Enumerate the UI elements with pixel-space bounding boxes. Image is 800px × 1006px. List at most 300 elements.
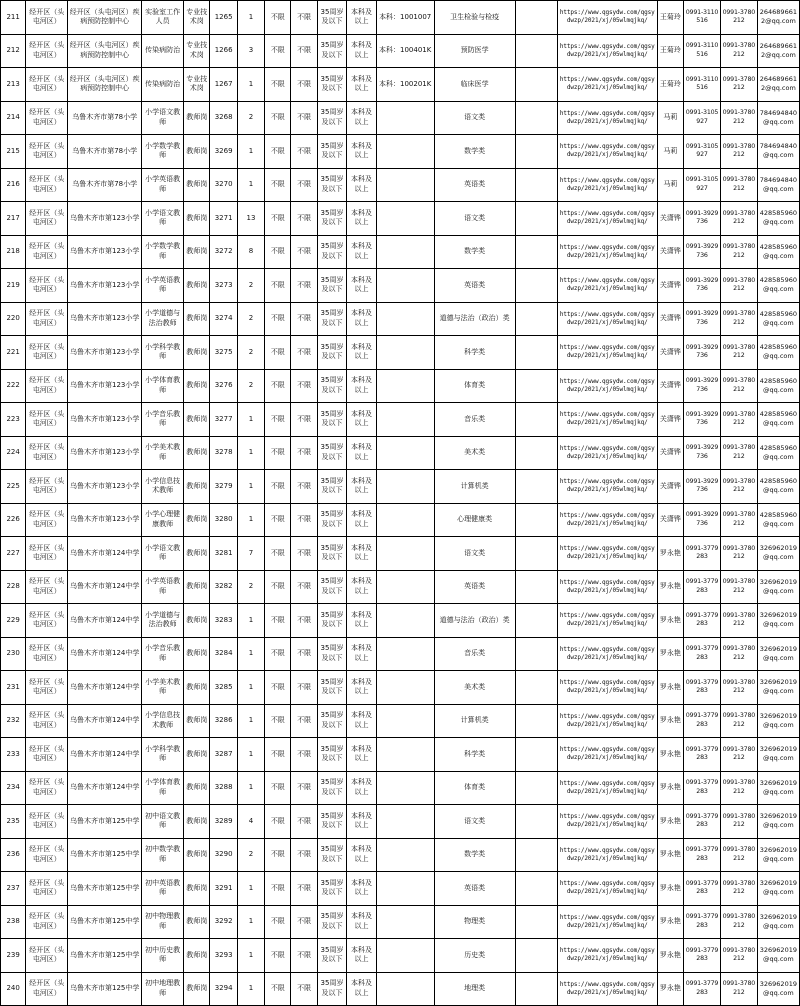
education-cell: 本科及以上 (347, 1, 376, 35)
table-row (1, 771, 800, 805)
age-cell: 35周岁及以下 (317, 503, 346, 537)
area-cell: 经开区（头屯河区） (26, 704, 68, 738)
area-cell: 经开区（头屯河区） (26, 403, 68, 437)
major-code-cell (376, 738, 434, 772)
post-code-cell: 3279 (210, 470, 237, 504)
requirement-cell: 不限 (291, 872, 317, 906)
major-cell: 计算机类 (434, 704, 515, 738)
post-type-cell: 教师岗 (184, 403, 210, 437)
row-number-cell: 234 (1, 771, 26, 805)
requirement-cell: 不限 (291, 905, 317, 939)
major-cell: 美术类 (434, 436, 515, 470)
phone-cell: 0991-3780212 (720, 68, 757, 102)
unit-cell: 乌鲁木齐市第124中学 (68, 704, 142, 738)
post-code-cell: 3280 (210, 503, 237, 537)
age-cell: 35周岁及以下 (317, 34, 346, 68)
unit-cell: 乌鲁木齐市第123小学 (68, 470, 142, 504)
phone-cell: 0991-3780212 (720, 369, 757, 403)
post-cell: 小学数学教师 (142, 235, 184, 269)
requirement-cell: 不限 (291, 972, 317, 1006)
major-code-cell (376, 436, 434, 470)
row-number-cell: 213 (1, 68, 26, 102)
education-cell: 本科及以上 (347, 872, 376, 906)
post-cell: 初中物理教师 (142, 905, 184, 939)
unit-cell: 乌鲁木齐市第123小学 (68, 202, 142, 236)
age-cell: 35周岁及以下 (317, 972, 346, 1006)
phone-cell: 0991-3779283 (684, 570, 721, 604)
headcount-cell: 3 (237, 34, 264, 68)
post-type-cell: 教师岗 (184, 671, 210, 705)
contact-cell: 罗永艳 (657, 537, 683, 571)
requirement-cell: 不限 (291, 637, 317, 671)
age-cell: 35周岁及以下 (317, 436, 346, 470)
requirement-cell: 不限 (291, 34, 317, 68)
requirement-cell: 不限 (265, 436, 291, 470)
row-number-cell: 212 (1, 34, 26, 68)
row-number-cell: 228 (1, 570, 26, 604)
url-cell: https://www.qgsydw.com/qgsydwzp/2021/xj/05wlmqjkq/ (557, 905, 657, 939)
headcount-cell: 2 (237, 369, 264, 403)
table-row (1, 436, 800, 470)
post-code-cell: 3284 (210, 637, 237, 671)
headcount-cell: 8 (237, 235, 264, 269)
unit-cell: 乌鲁木齐市第125中学 (68, 805, 142, 839)
requirement-cell: 不限 (265, 838, 291, 872)
age-cell: 35周岁及以下 (317, 570, 346, 604)
email-cell: 428585960@qq.com (757, 470, 799, 504)
major-cell: 卫生检验与检疫 (434, 1, 515, 35)
blank-cell (515, 671, 557, 705)
unit-cell: 乌鲁木齐市第123小学 (68, 503, 142, 537)
unit-cell: 乌鲁木齐市第124中学 (68, 771, 142, 805)
phone-cell: 0991-3780212 (720, 872, 757, 906)
phone-cell: 0991-3929736 (684, 503, 721, 537)
major-code-cell (376, 637, 434, 671)
row-number-cell: 223 (1, 403, 26, 437)
table-row (1, 905, 800, 939)
email-cell: 2646896612@qq.com (757, 68, 799, 102)
phone-cell: 0991-3780212 (720, 269, 757, 303)
post-cell: 小学科学教师 (142, 738, 184, 772)
requirement-cell: 不限 (265, 805, 291, 839)
requirement-cell: 不限 (265, 637, 291, 671)
url-cell: https://www.qgsydw.com/qgsydwzp/2021/xj/05wlmqjkq/ (557, 235, 657, 269)
age-cell: 35周岁及以下 (317, 101, 346, 135)
age-cell: 35周岁及以下 (317, 302, 346, 336)
phone-cell: 0991-3779283 (684, 537, 721, 571)
area-cell: 经开区（头屯河区） (26, 637, 68, 671)
phone-cell: 0991-3929736 (684, 202, 721, 236)
blank-cell (515, 202, 557, 236)
age-cell: 35周岁及以下 (317, 235, 346, 269)
blank-cell (515, 704, 557, 738)
phone-cell: 0991-3105927 (684, 135, 721, 169)
education-cell: 本科及以上 (347, 168, 376, 202)
requirement-cell: 不限 (265, 704, 291, 738)
major-code-cell (376, 235, 434, 269)
table-row (1, 302, 800, 336)
age-cell: 35周岁及以下 (317, 604, 346, 638)
post-cell: 初中英语教师 (142, 872, 184, 906)
major-cell: 科学类 (434, 336, 515, 370)
major-code-cell (376, 168, 434, 202)
contact-cell: 关潇铧 (657, 503, 683, 537)
major-cell: 道德与法治（政治）类 (434, 302, 515, 336)
url-cell: https://www.qgsydw.com/qgsydwzp/2021/xj/05wlmqjkq/ (557, 135, 657, 169)
post-code-cell: 3288 (210, 771, 237, 805)
requirement-cell: 不限 (291, 537, 317, 571)
area-cell: 经开区（头屯河区） (26, 436, 68, 470)
area-cell: 经开区（头屯河区） (26, 235, 68, 269)
post-type-cell: 教师岗 (184, 269, 210, 303)
phone-cell: 0991-3780212 (720, 503, 757, 537)
phone-cell: 0991-3105927 (684, 101, 721, 135)
blank-cell (515, 570, 557, 604)
major-cell: 美术类 (434, 671, 515, 705)
phone-cell: 0991-3780212 (720, 135, 757, 169)
blank-cell (515, 403, 557, 437)
education-cell: 本科及以上 (347, 34, 376, 68)
phone-cell: 0991-3779283 (684, 738, 721, 772)
unit-cell: 乌鲁木齐市第124中学 (68, 637, 142, 671)
phone-cell: 0991-3780212 (720, 34, 757, 68)
url-cell: https://www.qgsydw.com/qgsydwzp/2021/xj/05wlmqjkq/ (557, 704, 657, 738)
post-code-cell: 3270 (210, 168, 237, 202)
age-cell: 35周岁及以下 (317, 1, 346, 35)
major-code-cell (376, 101, 434, 135)
url-cell: https://www.qgsydw.com/qgsydwzp/2021/xj/05wlmqjkq/ (557, 1, 657, 35)
email-cell: 428585960@qq.com (757, 436, 799, 470)
table-body (1, 1, 800, 1006)
headcount-cell: 1 (237, 771, 264, 805)
post-code-cell: 3283 (210, 604, 237, 638)
phone-cell: 0991-3110516 (684, 68, 721, 102)
contact-cell: 罗永艳 (657, 671, 683, 705)
row-number-cell: 224 (1, 436, 26, 470)
blank-cell (515, 436, 557, 470)
major-cell: 心理健康类 (434, 503, 515, 537)
phone-cell: 0991-3780212 (720, 939, 757, 973)
blank-cell (515, 503, 557, 537)
major-code-cell (376, 972, 434, 1006)
requirement-cell: 不限 (291, 939, 317, 973)
phone-cell: 0991-3780212 (720, 537, 757, 571)
post-code-cell: 3274 (210, 302, 237, 336)
post-code-cell: 3276 (210, 369, 237, 403)
post-type-cell: 教师岗 (184, 235, 210, 269)
phone-cell: 0991-3929736 (684, 470, 721, 504)
post-cell: 小学道德与法治教师 (142, 302, 184, 336)
url-cell: https://www.qgsydw.com/qgsydwzp/2021/xj/05wlmqjkq/ (557, 972, 657, 1006)
phone-cell: 0991-3779283 (684, 872, 721, 906)
major-cell: 历史类 (434, 939, 515, 973)
phone-cell: 0991-3780212 (720, 637, 757, 671)
blank-cell (515, 68, 557, 102)
post-cell: 小学音乐教师 (142, 403, 184, 437)
contact-cell: 关潇铧 (657, 470, 683, 504)
area-cell: 经开区（头屯河区） (26, 470, 68, 504)
headcount-cell: 1 (237, 704, 264, 738)
requirement-cell: 不限 (265, 302, 291, 336)
url-cell: https://www.qgsydw.com/qgsydwzp/2021/xj/05wlmqjkq/ (557, 436, 657, 470)
major-code-cell (376, 704, 434, 738)
contact-cell: 马莉 (657, 168, 683, 202)
email-cell: 326962019@qq.com (757, 671, 799, 705)
unit-cell: 乌鲁木齐市第125中学 (68, 838, 142, 872)
email-cell: 326962019@qq.com (757, 805, 799, 839)
table-row (1, 838, 800, 872)
headcount-cell: 2 (237, 336, 264, 370)
post-type-cell: 教师岗 (184, 805, 210, 839)
area-cell: 经开区（头屯河区） (26, 302, 68, 336)
row-number-cell: 238 (1, 905, 26, 939)
blank-cell (515, 972, 557, 1006)
phone-cell: 0991-3780212 (720, 905, 757, 939)
unit-cell: 乌鲁木齐市第125中学 (68, 972, 142, 1006)
requirement-cell: 不限 (265, 202, 291, 236)
row-number-cell: 220 (1, 302, 26, 336)
unit-cell: 乌鲁木齐市第123小学 (68, 269, 142, 303)
email-cell: 326962019@qq.com (757, 537, 799, 571)
requirement-cell: 不限 (265, 369, 291, 403)
post-cell: 小学信息技术教师 (142, 704, 184, 738)
education-cell: 本科及以上 (347, 235, 376, 269)
table-row (1, 570, 800, 604)
table-row (1, 369, 800, 403)
contact-cell: 马莉 (657, 101, 683, 135)
url-cell: https://www.qgsydw.com/qgsydwzp/2021/xj/05wlmqjkq/ (557, 939, 657, 973)
post-type-cell: 教师岗 (184, 570, 210, 604)
major-code-cell (376, 905, 434, 939)
major-code-cell (376, 470, 434, 504)
phone-cell: 0991-3929736 (684, 269, 721, 303)
major-cell: 数学类 (434, 235, 515, 269)
major-cell: 英语类 (434, 269, 515, 303)
major-cell: 语文类 (434, 101, 515, 135)
table-row (1, 805, 800, 839)
unit-cell: 乌鲁木齐市第125中学 (68, 905, 142, 939)
url-cell: https://www.qgsydw.com/qgsydwzp/2021/xj/05wlmqjkq/ (557, 101, 657, 135)
phone-cell: 0991-3780212 (720, 403, 757, 437)
headcount-cell: 1 (237, 68, 264, 102)
url-cell: https://www.qgsydw.com/qgsydwzp/2021/xj/05wlmqjkq/ (557, 369, 657, 403)
area-cell: 经开区（头屯河区） (26, 202, 68, 236)
url-cell: https://www.qgsydw.com/qgsydwzp/2021/xj/05wlmqjkq/ (557, 302, 657, 336)
major-cell: 预防医学 (434, 34, 515, 68)
major-cell: 地理类 (434, 972, 515, 1006)
area-cell: 经开区（头屯河区） (26, 604, 68, 638)
contact-cell: 罗永艳 (657, 637, 683, 671)
phone-cell: 0991-3929736 (684, 235, 721, 269)
headcount-cell: 1 (237, 168, 264, 202)
age-cell: 35周岁及以下 (317, 939, 346, 973)
area-cell: 经开区（头屯河区） (26, 503, 68, 537)
age-cell: 35周岁及以下 (317, 704, 346, 738)
requirement-cell: 不限 (291, 470, 317, 504)
url-cell: https://www.qgsydw.com/qgsydwzp/2021/xj/05wlmqjkq/ (557, 403, 657, 437)
table-row (1, 235, 800, 269)
blank-cell (515, 336, 557, 370)
requirement-cell: 不限 (291, 101, 317, 135)
email-cell: 428585960@qq.com (757, 403, 799, 437)
requirement-cell: 不限 (291, 671, 317, 705)
headcount-cell: 1 (237, 604, 264, 638)
age-cell: 35周岁及以下 (317, 68, 346, 102)
email-cell: 428585960@qq.com (757, 269, 799, 303)
phone-cell: 0991-3779283 (684, 704, 721, 738)
url-cell: https://www.qgsydw.com/qgsydwzp/2021/xj/05wlmqjkq/ (557, 68, 657, 102)
area-cell: 经开区（头屯河区） (26, 972, 68, 1006)
row-number-cell: 214 (1, 101, 26, 135)
contact-cell: 罗永艳 (657, 939, 683, 973)
post-code-cell: 3272 (210, 235, 237, 269)
post-code-cell: 3290 (210, 838, 237, 872)
area-cell: 经开区（头屯河区） (26, 805, 68, 839)
unit-cell: 乌鲁木齐市第124中学 (68, 671, 142, 705)
post-code-cell: 3278 (210, 436, 237, 470)
url-cell: https://www.qgsydw.com/qgsydwzp/2021/xj/05wlmqjkq/ (557, 168, 657, 202)
area-cell: 经开区（头屯河区） (26, 269, 68, 303)
email-cell: 326962019@qq.com (757, 738, 799, 772)
row-number-cell: 229 (1, 604, 26, 638)
requirement-cell: 不限 (265, 537, 291, 571)
phone-cell: 0991-3780212 (720, 704, 757, 738)
major-cell: 科学类 (434, 738, 515, 772)
row-number-cell: 219 (1, 269, 26, 303)
requirement-cell: 不限 (291, 68, 317, 102)
major-code-cell (376, 671, 434, 705)
table-row (1, 135, 800, 169)
requirement-cell: 不限 (265, 905, 291, 939)
education-cell: 本科及以上 (347, 570, 376, 604)
blank-cell (515, 637, 557, 671)
post-cell: 小学美术教师 (142, 436, 184, 470)
area-cell: 经开区（头屯河区） (26, 168, 68, 202)
education-cell: 本科及以上 (347, 369, 376, 403)
headcount-cell: 7 (237, 537, 264, 571)
contact-cell: 关潇铧 (657, 202, 683, 236)
education-cell: 本科及以上 (347, 637, 376, 671)
contact-cell: 王菊玲 (657, 34, 683, 68)
row-number-cell: 233 (1, 738, 26, 772)
age-cell: 35周岁及以下 (317, 905, 346, 939)
post-cell: 小学道德与法治教师 (142, 604, 184, 638)
phone-cell: 0991-3780212 (720, 604, 757, 638)
phone-cell: 0991-3779283 (684, 838, 721, 872)
requirement-cell: 不限 (265, 168, 291, 202)
row-number-cell: 218 (1, 235, 26, 269)
major-cell: 音乐类 (434, 637, 515, 671)
age-cell: 35周岁及以下 (317, 336, 346, 370)
major-code-cell (376, 939, 434, 973)
post-cell: 小学音乐教师 (142, 637, 184, 671)
blank-cell (515, 135, 557, 169)
major-code-cell (376, 805, 434, 839)
major-cell: 英语类 (434, 570, 515, 604)
url-cell: https://www.qgsydw.com/qgsydwzp/2021/xj/05wlmqjkq/ (557, 269, 657, 303)
email-cell: 428585960@qq.com (757, 202, 799, 236)
post-type-cell: 教师岗 (184, 972, 210, 1006)
requirement-cell: 不限 (265, 738, 291, 772)
education-cell: 本科及以上 (347, 269, 376, 303)
education-cell: 本科及以上 (347, 336, 376, 370)
major-code-cell (376, 537, 434, 571)
phone-cell: 0991-3110516 (684, 1, 721, 35)
headcount-cell: 1 (237, 738, 264, 772)
post-cell: 小学心理健康教师 (142, 503, 184, 537)
url-cell: https://www.qgsydw.com/qgsydwzp/2021/xj/05wlmqjkq/ (557, 738, 657, 772)
row-number-cell: 226 (1, 503, 26, 537)
post-cell: 初中数学教师 (142, 838, 184, 872)
age-cell: 35周岁及以下 (317, 269, 346, 303)
unit-cell: 乌鲁木齐市第123小学 (68, 235, 142, 269)
post-type-cell: 教师岗 (184, 738, 210, 772)
requirement-cell: 不限 (265, 101, 291, 135)
major-cell: 语文类 (434, 202, 515, 236)
post-cell: 初中地理教师 (142, 972, 184, 1006)
requirement-cell: 不限 (265, 269, 291, 303)
post-code-cell: 3289 (210, 805, 237, 839)
unit-cell: 乌鲁木齐市第124中学 (68, 570, 142, 604)
url-cell: https://www.qgsydw.com/qgsydwzp/2021/xj/05wlmqjkq/ (557, 570, 657, 604)
major-cell: 体育类 (434, 771, 515, 805)
major-code-cell (376, 202, 434, 236)
requirement-cell: 不限 (265, 235, 291, 269)
email-cell: 326962019@qq.com (757, 604, 799, 638)
post-cell: 传染病防治 (142, 68, 184, 102)
row-number-cell: 230 (1, 637, 26, 671)
blank-cell (515, 101, 557, 135)
row-number-cell: 240 (1, 972, 26, 1006)
contact-cell: 关潇铧 (657, 336, 683, 370)
row-number-cell: 215 (1, 135, 26, 169)
email-cell: 428585960@qq.com (757, 503, 799, 537)
row-number-cell: 232 (1, 704, 26, 738)
email-cell: 428585960@qq.com (757, 235, 799, 269)
contact-cell: 关潇铧 (657, 436, 683, 470)
phone-cell: 0991-3779283 (684, 637, 721, 671)
email-cell: 326962019@qq.com (757, 771, 799, 805)
url-cell: https://www.qgsydw.com/qgsydwzp/2021/xj/05wlmqjkq/ (557, 470, 657, 504)
major-cell: 数学类 (434, 135, 515, 169)
contact-cell: 关潇铧 (657, 302, 683, 336)
post-type-cell: 教师岗 (184, 939, 210, 973)
area-cell: 经开区（头屯河区） (26, 1, 68, 35)
headcount-cell: 1 (237, 436, 264, 470)
row-number-cell: 217 (1, 202, 26, 236)
phone-cell: 0991-3929736 (684, 302, 721, 336)
headcount-cell: 2 (237, 838, 264, 872)
requirement-cell: 不限 (291, 503, 317, 537)
phone-cell: 0991-3780212 (720, 1, 757, 35)
requirement-cell: 不限 (265, 570, 291, 604)
requirement-cell: 不限 (291, 738, 317, 772)
phone-cell: 0991-3779283 (684, 905, 721, 939)
requirement-cell: 不限 (265, 503, 291, 537)
post-cell: 小学语文教师 (142, 101, 184, 135)
phone-cell: 0991-3780212 (720, 570, 757, 604)
age-cell: 35周岁及以下 (317, 805, 346, 839)
requirement-cell: 不限 (291, 302, 317, 336)
age-cell: 35周岁及以下 (317, 771, 346, 805)
email-cell: 326962019@qq.com (757, 637, 799, 671)
requirement-cell: 不限 (265, 604, 291, 638)
post-cell: 实验室工作人员 (142, 1, 184, 35)
major-cell: 计算机类 (434, 470, 515, 504)
email-cell: 428585960@qq.com (757, 369, 799, 403)
area-cell: 经开区（头屯河区） (26, 905, 68, 939)
age-cell: 35周岁及以下 (317, 872, 346, 906)
